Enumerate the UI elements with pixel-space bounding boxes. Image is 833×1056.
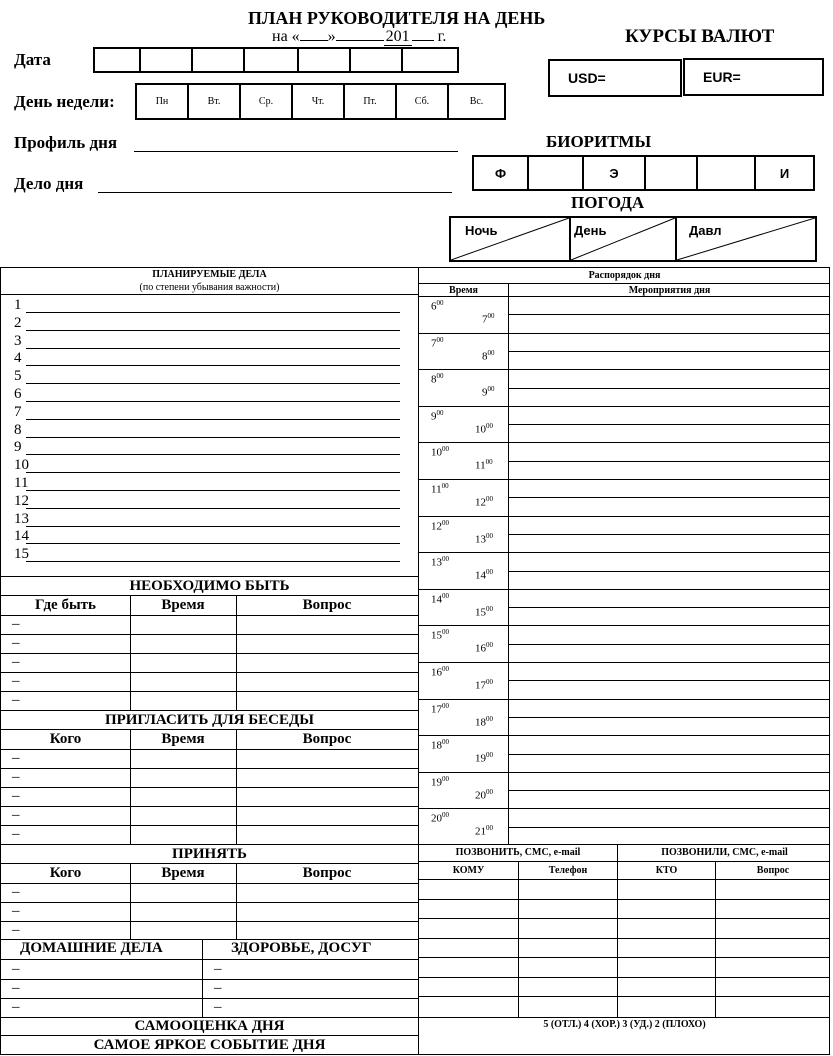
hour-text: 18 (475, 716, 486, 729)
schedule-event-cell[interactable] (509, 772, 830, 790)
health-row[interactable] (203, 998, 418, 1017)
weekday-boxes (135, 83, 506, 120)
receive-col-header: Вопрос (302, 865, 352, 881)
hour-text: 9 (482, 386, 488, 399)
task-field[interactable] (98, 177, 452, 193)
schedule-hour-label (475, 457, 493, 472)
schedule-hour-label (475, 494, 493, 509)
planned-header-line (0, 294, 418, 295)
hour-text: 19 (431, 776, 442, 789)
must_be-dash: – (12, 635, 20, 651)
calls-row[interactable] (419, 899, 830, 919)
schedule-event-cell[interactable] (509, 625, 830, 643)
invite-dash: – (12, 788, 20, 804)
schedule-event-cell[interactable] (509, 571, 830, 589)
hour-text: 17 (431, 703, 442, 716)
schedule-hour-label (475, 604, 493, 619)
schedule-event-cell[interactable] (509, 717, 830, 735)
planned-subtitle: (по степени убывания важности) (139, 281, 280, 293)
minutes-text: 00 (442, 591, 449, 600)
receive-col-header: Время (161, 865, 205, 881)
year-field[interactable]: 201 (385, 28, 410, 45)
calls-row[interactable] (419, 879, 830, 899)
schedule-hour-label (431, 591, 449, 606)
planned-line[interactable] (26, 387, 400, 402)
weekday-mon[interactable] (137, 85, 189, 118)
weekday-text: Пт. (363, 96, 377, 107)
schedule-event-cell[interactable] (509, 424, 830, 442)
must_be-row[interactable] (1, 672, 418, 691)
planned-number: 3 (14, 332, 22, 349)
calls-row[interactable] (419, 977, 830, 997)
planned-line[interactable] (26, 547, 400, 562)
minutes-text: 00 (436, 372, 444, 381)
schedule-event-cell[interactable] (509, 790, 830, 808)
calls-col-phone: Телефон (548, 864, 588, 876)
planned-line[interactable] (26, 334, 400, 349)
schedule-hour-label (431, 554, 449, 569)
eur-box[interactable] (683, 58, 824, 96)
usd-label: USD= (568, 70, 606, 86)
weekday-text: Чт. (311, 96, 325, 107)
hour-text: 8 (482, 350, 488, 363)
task-label: Дело дня (14, 174, 84, 193)
must-be-title: НЕОБХОДИМО БЫТЬ (129, 577, 290, 594)
invite-title: ПРИГЛАСИТЬ ДЛЯ БЕСЕДЫ (104, 711, 315, 728)
schedule-event-cell[interactable] (509, 644, 830, 662)
hour-text: 14 (431, 593, 442, 606)
schedule-hour-label (482, 311, 495, 326)
date-cell[interactable] (245, 49, 299, 71)
planned-number: 1 (14, 297, 22, 313)
hour-text: 20 (431, 813, 442, 826)
minutes-text: 00 (487, 385, 495, 394)
invite-dash: – (12, 769, 20, 785)
hour-text: 13 (475, 533, 486, 546)
planned-number: 14 (14, 528, 29, 545)
schedule-time-line (418, 589, 508, 590)
bio-physical-value[interactable] (529, 157, 584, 189)
currency-title: КУРСЫ ВАЛЮТ (625, 26, 775, 47)
bio-intellect-value[interactable] (698, 157, 756, 189)
schedule-hour-label (475, 421, 493, 436)
invite-col-header: Время (161, 731, 205, 747)
date-cell[interactable] (95, 49, 141, 71)
hour-text: 10 (431, 447, 442, 460)
minutes-text: 00 (442, 665, 449, 673)
health-dash: – (214, 980, 222, 996)
must_be-col-header: Вопрос (302, 597, 352, 613)
schedule-event-cell[interactable] (509, 534, 830, 552)
planned-line[interactable] (26, 316, 400, 331)
planned-number: 15 (14, 546, 29, 563)
year-blank[interactable] (412, 28, 434, 41)
health-title: ЗДОРОВЬЕ, ДОСУГ (231, 940, 372, 956)
planned-line[interactable] (26, 351, 400, 366)
hour-text: 7 (482, 313, 488, 326)
hour-text: 16 (475, 643, 486, 656)
minutes-text: 00 (486, 824, 493, 833)
date-boxes[interactable] (93, 47, 459, 73)
minutes-text: 00 (442, 555, 449, 564)
hour-text: 10 (475, 423, 486, 436)
weekday-sun[interactable] (449, 85, 504, 118)
schedule-hour-label (431, 701, 449, 716)
bio-physical[interactable] (474, 157, 529, 189)
date-cell[interactable] (299, 49, 351, 71)
hour-text: 18 (431, 739, 442, 752)
schedule-hour-label (482, 348, 495, 363)
schedule-time-line (418, 808, 508, 809)
minutes-text: 00 (485, 458, 493, 467)
receive-row[interactable] (1, 902, 418, 921)
planned-line[interactable] (26, 440, 400, 455)
schedule-event-cell[interactable] (509, 461, 830, 479)
schedule-hour-label (475, 714, 493, 729)
schedule-event-cell[interactable] (509, 699, 830, 717)
bio-intellect[interactable] (756, 157, 813, 189)
schedule-hour-label (475, 823, 493, 838)
invite-col-header: Кого (49, 731, 82, 747)
weekday-wed[interactable] (241, 85, 293, 118)
bio-emotional[interactable] (584, 157, 646, 189)
weekday-thu[interactable] (293, 85, 345, 118)
schedule-hour-label (475, 531, 493, 546)
minutes-text: 00 (486, 421, 493, 430)
planned-number: 4 (14, 350, 22, 367)
calls-row[interactable] (419, 996, 830, 1016)
weather-boxes (449, 216, 817, 262)
usd-box[interactable] (548, 59, 682, 97)
planned-line[interactable] (26, 423, 400, 438)
weekday-text: Вт. (207, 96, 221, 107)
date-line (272, 28, 446, 46)
schedule-time-line (418, 406, 508, 407)
date-cell[interactable] (141, 49, 193, 71)
schedule-event-cell[interactable] (509, 406, 830, 424)
schedule-hour-label (431, 737, 449, 752)
home-dash: – (12, 999, 20, 1015)
day-blank[interactable] (300, 28, 328, 41)
hour-text: 16 (431, 666, 442, 679)
date-line-prefix: на « (272, 28, 300, 45)
hour-text: 13 (431, 556, 442, 569)
planned-number: 2 (14, 314, 22, 331)
minutes-text: 00 (441, 482, 449, 490)
schedule-event-cell[interactable] (509, 680, 830, 698)
schedule-event-cell[interactable] (509, 827, 830, 845)
schedule-hour-label (431, 335, 444, 350)
schedule-hour-label (482, 384, 495, 399)
minutes-text: 00 (487, 348, 495, 357)
home-dash: – (12, 961, 20, 977)
schedule-event-cell[interactable] (509, 497, 830, 515)
schedule-event-cell[interactable] (509, 808, 830, 826)
weekday-text: Пн (155, 96, 169, 107)
date-cell[interactable] (193, 49, 245, 71)
receive-col-header: Кого (49, 865, 82, 881)
schedule-hour-label (475, 677, 493, 692)
weather-day-label: День (574, 223, 607, 238)
minutes-text: 00 (486, 495, 493, 503)
health-dash: – (214, 961, 222, 977)
calls-out-title: ПОЗВОНИТЬ, СМС, e-mail (455, 846, 581, 858)
must_be-col-header: Время (161, 597, 205, 613)
schedule-hour-label (475, 787, 493, 802)
receive-row[interactable] (1, 883, 418, 902)
minutes-text: 00 (442, 774, 449, 783)
schedule-time-line (418, 333, 508, 334)
hour-text: 11 (475, 460, 486, 473)
minutes-text: 00 (486, 751, 493, 760)
planned-line[interactable] (26, 476, 400, 491)
schedule-time-line (418, 552, 508, 553)
planned-number: 8 (14, 421, 22, 438)
hour-text: 17 (475, 679, 486, 692)
schedule-hour-label (431, 408, 444, 423)
must_be-row[interactable] (1, 634, 418, 653)
invite-row[interactable] (1, 825, 418, 844)
weekday-fri[interactable] (345, 85, 397, 118)
schedule-event-cell[interactable] (509, 333, 830, 351)
minutes-text: 00 (487, 312, 495, 320)
minutes-text: 00 (436, 408, 444, 417)
weekday-label: День недели: (14, 92, 115, 111)
schedule-hour-label (431, 810, 449, 825)
planned-number: 10 (14, 457, 29, 474)
planned-line[interactable] (26, 298, 400, 313)
planned-line[interactable] (26, 529, 400, 544)
must_be-row[interactable] (1, 653, 418, 672)
calls-row[interactable] (419, 918, 830, 938)
minutes-text: 00 (486, 604, 493, 613)
hour-text: 14 (475, 569, 486, 582)
hour-text: 15 (475, 606, 486, 619)
invite-row[interactable] (1, 768, 418, 787)
schedule-time-line (418, 735, 508, 736)
weekday-text: Сб. (414, 96, 430, 107)
schedule-time-line (418, 699, 508, 700)
home-row[interactable] (1, 998, 201, 1017)
must_be-dash: – (12, 616, 20, 632)
minutes-text: 00 (486, 787, 493, 796)
minutes-text: 00 (442, 628, 449, 637)
planned-number: 12 (14, 492, 29, 509)
schedule-event-cell[interactable] (509, 296, 830, 314)
weather-night-label: Ночь (465, 223, 498, 238)
schedule-time-line (418, 516, 508, 517)
schedule-hour-label (431, 298, 444, 313)
planned-number: 13 (14, 510, 29, 527)
schedule-title: Распорядок дня (588, 269, 661, 281)
weather-pressure-label: Давл (689, 223, 722, 238)
schedule-event-cell[interactable] (509, 662, 830, 680)
home-row[interactable] (1, 979, 201, 998)
schedule-event-cell[interactable] (509, 388, 830, 406)
health-dash: – (214, 999, 222, 1015)
minutes-text: 00 (442, 445, 449, 454)
planned-number: 6 (14, 386, 22, 402)
must_be-dash: – (12, 692, 20, 708)
schedule-event-cell[interactable] (509, 351, 830, 369)
planned-line[interactable] (26, 405, 400, 420)
highlight-title: САМОЕ ЯРКОЕ СОБЫТИЕ ДНЯ (93, 1036, 326, 1053)
minutes-text: 00 (486, 531, 493, 540)
minutes-text: 00 (442, 811, 449, 820)
planned-line[interactable] (26, 369, 400, 384)
hour-text: 19 (475, 752, 486, 765)
receive-dash: – (12, 903, 20, 919)
date-line-mid: » (327, 28, 336, 45)
rating-scale[interactable]: 5 (ОТЛ.) 4 (ХОР.) 3 (УД.) 2 (ПЛОХО) (543, 1018, 706, 1030)
schedule-events-header: Мероприятия дня (628, 284, 711, 296)
home-title: ДОМАШНИЕ ДЕЛА (20, 940, 163, 956)
calls-row[interactable] (419, 938, 830, 958)
weekday-text: Вс. (469, 96, 484, 107)
schedule-time-line (418, 479, 508, 480)
calls-col-question: Вопрос (756, 864, 790, 876)
biorhythms-boxes (472, 155, 815, 191)
schedule-time-line (418, 772, 508, 773)
minutes-text: 00 (486, 714, 493, 723)
schedule-event-cell[interactable] (509, 314, 830, 332)
planned-number: 11 (14, 475, 29, 491)
hour-text: 12 (475, 496, 486, 509)
date-label: Дата (14, 50, 51, 69)
planned-line[interactable] (26, 512, 400, 527)
schedule-time-header: Время (449, 284, 478, 296)
planned-number: 9 (14, 439, 22, 456)
hour-text: 12 (431, 520, 442, 533)
schedule-event-cell[interactable] (509, 607, 830, 625)
home-dash: – (12, 980, 20, 996)
minutes-text: 00 (436, 335, 444, 344)
hour-text: 6 (431, 300, 437, 313)
calls-col-komu: КОМУ (452, 864, 485, 876)
planned-line[interactable] (26, 458, 400, 473)
minutes-text: 00 (486, 678, 493, 686)
schedule-hour-label (431, 627, 449, 642)
schedule-event-cell[interactable] (509, 754, 830, 772)
calls-title-line (418, 861, 830, 862)
schedule-hour-label (475, 567, 493, 582)
schedule-time-line (418, 662, 508, 663)
must_be-row[interactable] (1, 691, 418, 710)
hour-text: 9 (431, 410, 437, 423)
planned-number: 5 (14, 368, 22, 385)
minutes-text: 00 (486, 641, 493, 650)
weekday-sat[interactable] (397, 85, 449, 118)
page-title: ПЛАН РУКОВОДИТЕЛЯ НА ДЕНЬ (248, 8, 546, 28)
invite-col-header: Вопрос (302, 731, 352, 747)
hour-text: 21 (475, 826, 486, 839)
planned-line[interactable] (26, 494, 400, 509)
schedule-hour-label (431, 481, 449, 496)
hour-text: 11 (431, 483, 442, 496)
receive-row[interactable] (1, 921, 418, 940)
calls-in-title: ПОЗВОНИЛИ, СМС, e-mail (661, 846, 788, 858)
schedule-event-cell[interactable] (509, 369, 830, 387)
weekday-tue[interactable] (189, 85, 241, 118)
receive-dash: – (12, 922, 20, 938)
must_be-dash: – (12, 654, 20, 670)
health-row[interactable] (203, 979, 418, 998)
invite-row[interactable] (1, 749, 418, 768)
bio-label: И (779, 165, 790, 181)
minutes-text: 00 (486, 568, 493, 577)
bio-label: Э (609, 165, 619, 181)
self-rating-title: САМООЦЕНКА ДНЯ (134, 1017, 285, 1034)
receive-dash: – (12, 884, 20, 900)
schedule-hour-label (431, 371, 444, 386)
must_be-dash: – (12, 673, 20, 689)
weekday-text: Ср. (258, 96, 274, 107)
invite-dash: – (12, 826, 20, 842)
must_be-row[interactable] (1, 615, 418, 634)
eur-label: EUR= (703, 69, 741, 85)
date-cell[interactable] (351, 49, 403, 71)
home-row[interactable] (1, 960, 201, 979)
biorhythms-title: БИОРИТМЫ (546, 132, 652, 151)
schedule-event-cell[interactable] (509, 735, 830, 753)
minutes-text: 00 (442, 738, 449, 747)
calls-row[interactable] (419, 957, 830, 977)
profile-label: Профиль дня (14, 133, 118, 152)
month-blank[interactable] (336, 28, 384, 41)
minutes-text: 00 (442, 701, 449, 710)
profile-field[interactable] (134, 136, 458, 152)
bio-label: Ф (494, 165, 507, 181)
hour-text: 20 (475, 789, 486, 802)
schedule-event-cell[interactable] (509, 552, 830, 570)
hour-text: 7 (431, 337, 437, 350)
health-row[interactable] (203, 960, 418, 979)
bio-emotional-value[interactable] (646, 157, 698, 189)
planned-title: ПЛАНИРУЕМЫЕ ДЕЛА (152, 268, 267, 280)
schedule-time-line (418, 369, 508, 370)
calls-col-kto: КТО (655, 864, 678, 876)
minutes-text: 00 (436, 299, 444, 307)
schedule-time-line (418, 625, 508, 626)
schedule-hour-label (475, 640, 493, 655)
schedule-event-cell[interactable] (509, 589, 830, 607)
schedule-hour-label (431, 518, 449, 533)
invite-dash: – (12, 807, 20, 823)
schedule-hour-label (431, 664, 449, 679)
weather-title: ПОГОДА (571, 193, 645, 212)
invite-dash: – (12, 750, 20, 766)
date-line-suffix: г. (437, 28, 447, 45)
schedule-hour-label (431, 774, 449, 789)
hour-text: 15 (431, 630, 442, 643)
minutes-text: 00 (442, 518, 449, 527)
schedule-hour-label (431, 444, 449, 459)
must_be-col-header: Где быть (35, 597, 96, 613)
receive-title: ПРИНЯТЬ (172, 845, 247, 862)
schedule-hour-label (475, 750, 493, 765)
invite-row[interactable] (1, 787, 418, 806)
planned-number: 7 (14, 403, 22, 420)
schedule-event-cell[interactable] (509, 516, 830, 534)
hour-text: 8 (431, 373, 437, 386)
schedule-time-line (418, 442, 508, 443)
schedule-event-cell[interactable] (509, 479, 830, 497)
invite-row[interactable] (1, 806, 418, 825)
schedule-event-cell[interactable] (509, 442, 830, 460)
